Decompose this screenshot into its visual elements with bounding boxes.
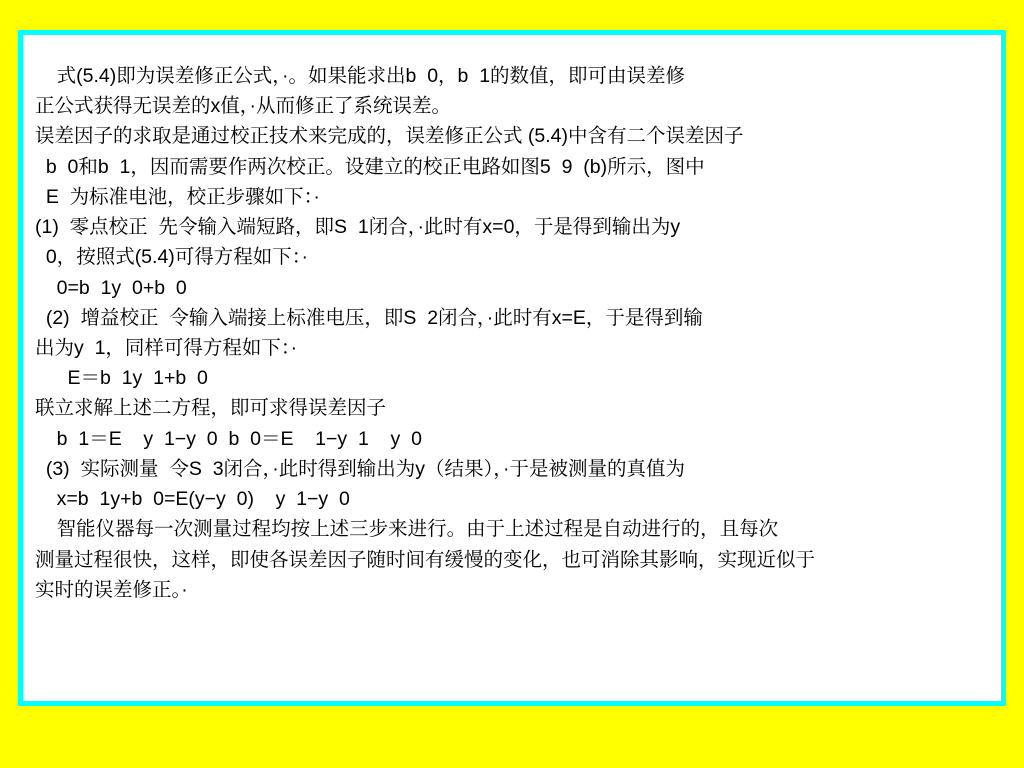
text-line: 误差因子的求取是通过校正技术来完成的，误差修正公式 (5.4)中含有二个误差因子: [35, 125, 744, 148]
text-line: 测量过程很快，这样，即使各误差因子随时间有缓慢的变化，也可消除其影响，实现近似于: [35, 548, 816, 571]
text-line: 实时的误差修正。·: [35, 578, 188, 601]
text-line: 0，按照式(5.4)可得方程如下：·: [35, 246, 309, 269]
text-line: 0=b 1y 0+b 0: [35, 276, 187, 299]
content-frame: [18, 30, 1006, 706]
text-line: x=b 1y+b 0=E(y−y 0) y 1−y 0: [35, 488, 350, 511]
text-line: E＝b 1y 1+b 0: [35, 367, 208, 390]
text-line: 式(5.4)即为误差修正公式，·。如果能求出b 0，b 1的数值，即可由误差修: [35, 65, 686, 87]
text-line: b 1＝E y 1−y 0 b 0＝E 1−y 1 y 0: [35, 427, 422, 450]
text-line: 智能仪器每一次测量过程均按上述三步来进行。由于上述过程是自动进行的，且每次: [35, 518, 779, 541]
text-line: 联立求解上述二方程，即可求得误差因子: [35, 397, 387, 420]
text-line: 出为y 1，同样可得方程如下：·: [35, 336, 298, 359]
text-line: (2) 增益校正 令输入端接上标准电压，即S 2闭合，·此时有x=E，于是得到输: [35, 306, 703, 329]
text-line: (1) 零点校正 先令输入端短路，即S 1闭合，·此时有x=0，于是得到输出为y: [35, 216, 681, 239]
slide-text-body: [35, 61, 995, 605]
text-line: 正公式获得无误差的x值，·从而修正了系统误差。: [35, 95, 451, 118]
text-line: E 为标准电池，校正步骤如下：·: [35, 185, 320, 208]
text-line: b 0和b 1，因而需要作两次校正。设建立的校正电路如图5 9 (b)所示，图中: [35, 155, 705, 178]
text-line: (3) 实际测量 令S 3闭合，·此时得到输出为y（结果），·于是被测量的真值为: [35, 457, 686, 480]
